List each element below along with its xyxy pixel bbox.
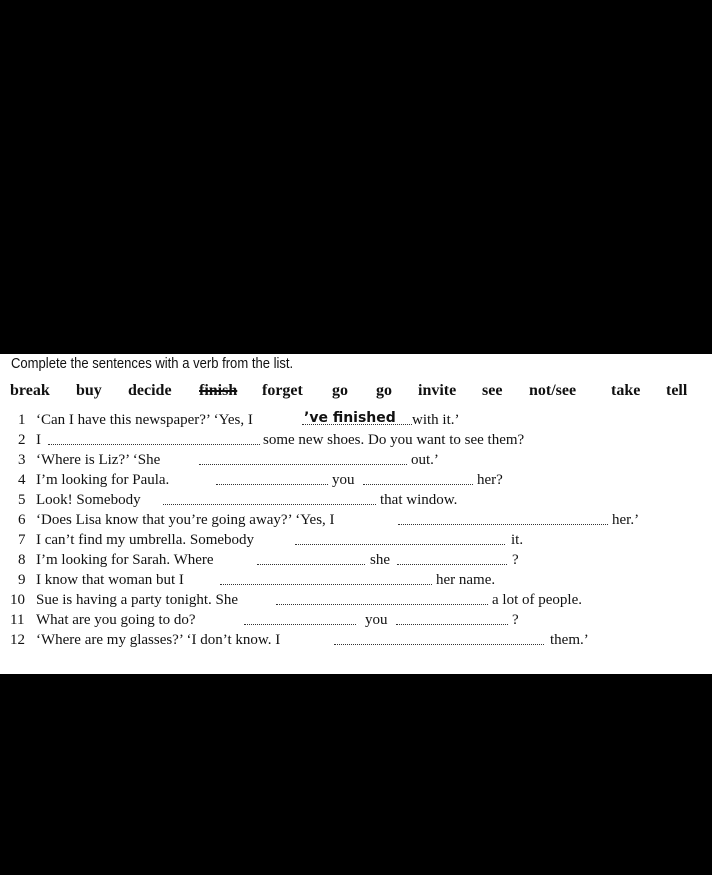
verb-word: go xyxy=(376,382,392,399)
answer-blank[interactable] xyxy=(244,624,356,625)
sentence-text: ‘Does Lisa know that you’re going away?’ ‘Yes, I xyxy=(36,512,335,528)
sentence-text: a lot of people. xyxy=(492,592,582,608)
verb-word: see xyxy=(482,382,503,399)
answer-blank[interactable] xyxy=(163,504,376,505)
answer-blank[interactable] xyxy=(220,584,432,585)
row-number: 3 xyxy=(18,452,26,468)
sentence-text: ? xyxy=(512,552,519,568)
row-number: 5 xyxy=(18,492,26,508)
instruction-text: Complete the sentences with a verb from the list. xyxy=(11,356,294,372)
sentence-text: ? xyxy=(512,612,519,628)
answer-blank[interactable] xyxy=(363,484,473,485)
verb-word: go xyxy=(332,382,348,399)
sentence-text: her name. xyxy=(436,572,496,588)
verb-word: not/see xyxy=(529,382,577,399)
row-number: 12 xyxy=(10,632,25,648)
sentence-text: that window. xyxy=(380,492,458,508)
answer-blank[interactable] xyxy=(199,464,407,465)
sentence-text: ‘Can I have this newspaper?’ ‘Yes, I xyxy=(36,412,253,428)
sentence-text: out.’ xyxy=(411,452,439,468)
answer-blank[interactable] xyxy=(295,544,505,545)
verb-word: forget xyxy=(262,382,303,399)
handwritten-answer: ’ve finished xyxy=(304,410,396,426)
sentence-text: I’m looking for Paula. xyxy=(36,472,170,488)
sentence-text: ‘Where are my glasses?’ ‘I don’t know. I xyxy=(36,632,281,648)
sentence-text: Look! Somebody xyxy=(36,492,141,508)
answer-blank[interactable] xyxy=(276,604,488,605)
answer-blank[interactable] xyxy=(398,524,608,525)
sentence-text: it. xyxy=(511,532,524,548)
answer-blank[interactable] xyxy=(48,444,260,445)
verb-word: invite xyxy=(418,382,457,399)
row-number: 2 xyxy=(18,432,26,448)
sentence-text: I xyxy=(36,432,41,448)
sentence-text: I’m looking for Sarah. Where xyxy=(36,552,214,568)
sentence-text: I know that woman but I xyxy=(36,572,184,588)
answer-blank[interactable] xyxy=(396,624,508,625)
sentence-text: Sue is having a party tonight. She xyxy=(36,592,239,608)
row-number: 11 xyxy=(10,612,25,628)
row-number: 7 xyxy=(18,532,26,548)
answer-blank[interactable] xyxy=(216,484,328,485)
verb-word: tell xyxy=(666,382,688,399)
answer-blank[interactable] xyxy=(397,564,507,565)
sentence-text: you xyxy=(332,472,355,488)
sentence-text: her? xyxy=(477,472,503,488)
row-number: 8 xyxy=(18,552,26,568)
row-number: 1 xyxy=(18,412,26,428)
verb-word: break xyxy=(10,382,50,399)
sentence-text: I can’t find my umbrella. Somebody xyxy=(36,532,255,548)
sentence-text: you xyxy=(365,612,388,628)
verb-word-struck: finish xyxy=(199,382,238,399)
sentence-text: she xyxy=(370,552,390,568)
row-number: 6 xyxy=(18,512,26,528)
sentence-text: some new shoes. Do you want to see them? xyxy=(263,432,525,448)
verb-word: buy xyxy=(76,382,102,399)
sentence-text: her.’ xyxy=(612,512,640,528)
verb-word: take xyxy=(611,382,641,399)
row-number: 10 xyxy=(10,592,25,608)
answer-blank[interactable] xyxy=(334,644,544,645)
sentence-text: ‘Where is Liz?’ ‘She xyxy=(36,452,161,468)
sentence-text: them.’ xyxy=(550,632,589,648)
answer-blank[interactable] xyxy=(257,564,365,565)
verb-word: decide xyxy=(128,382,172,399)
row-number: 4 xyxy=(18,472,26,488)
sentence-text: What are you going to do? xyxy=(36,612,196,628)
sentence-text: with it.’ xyxy=(412,412,460,428)
exercise-sheet xyxy=(0,354,712,674)
row-number: 9 xyxy=(18,572,26,588)
verb-list xyxy=(10,382,702,404)
